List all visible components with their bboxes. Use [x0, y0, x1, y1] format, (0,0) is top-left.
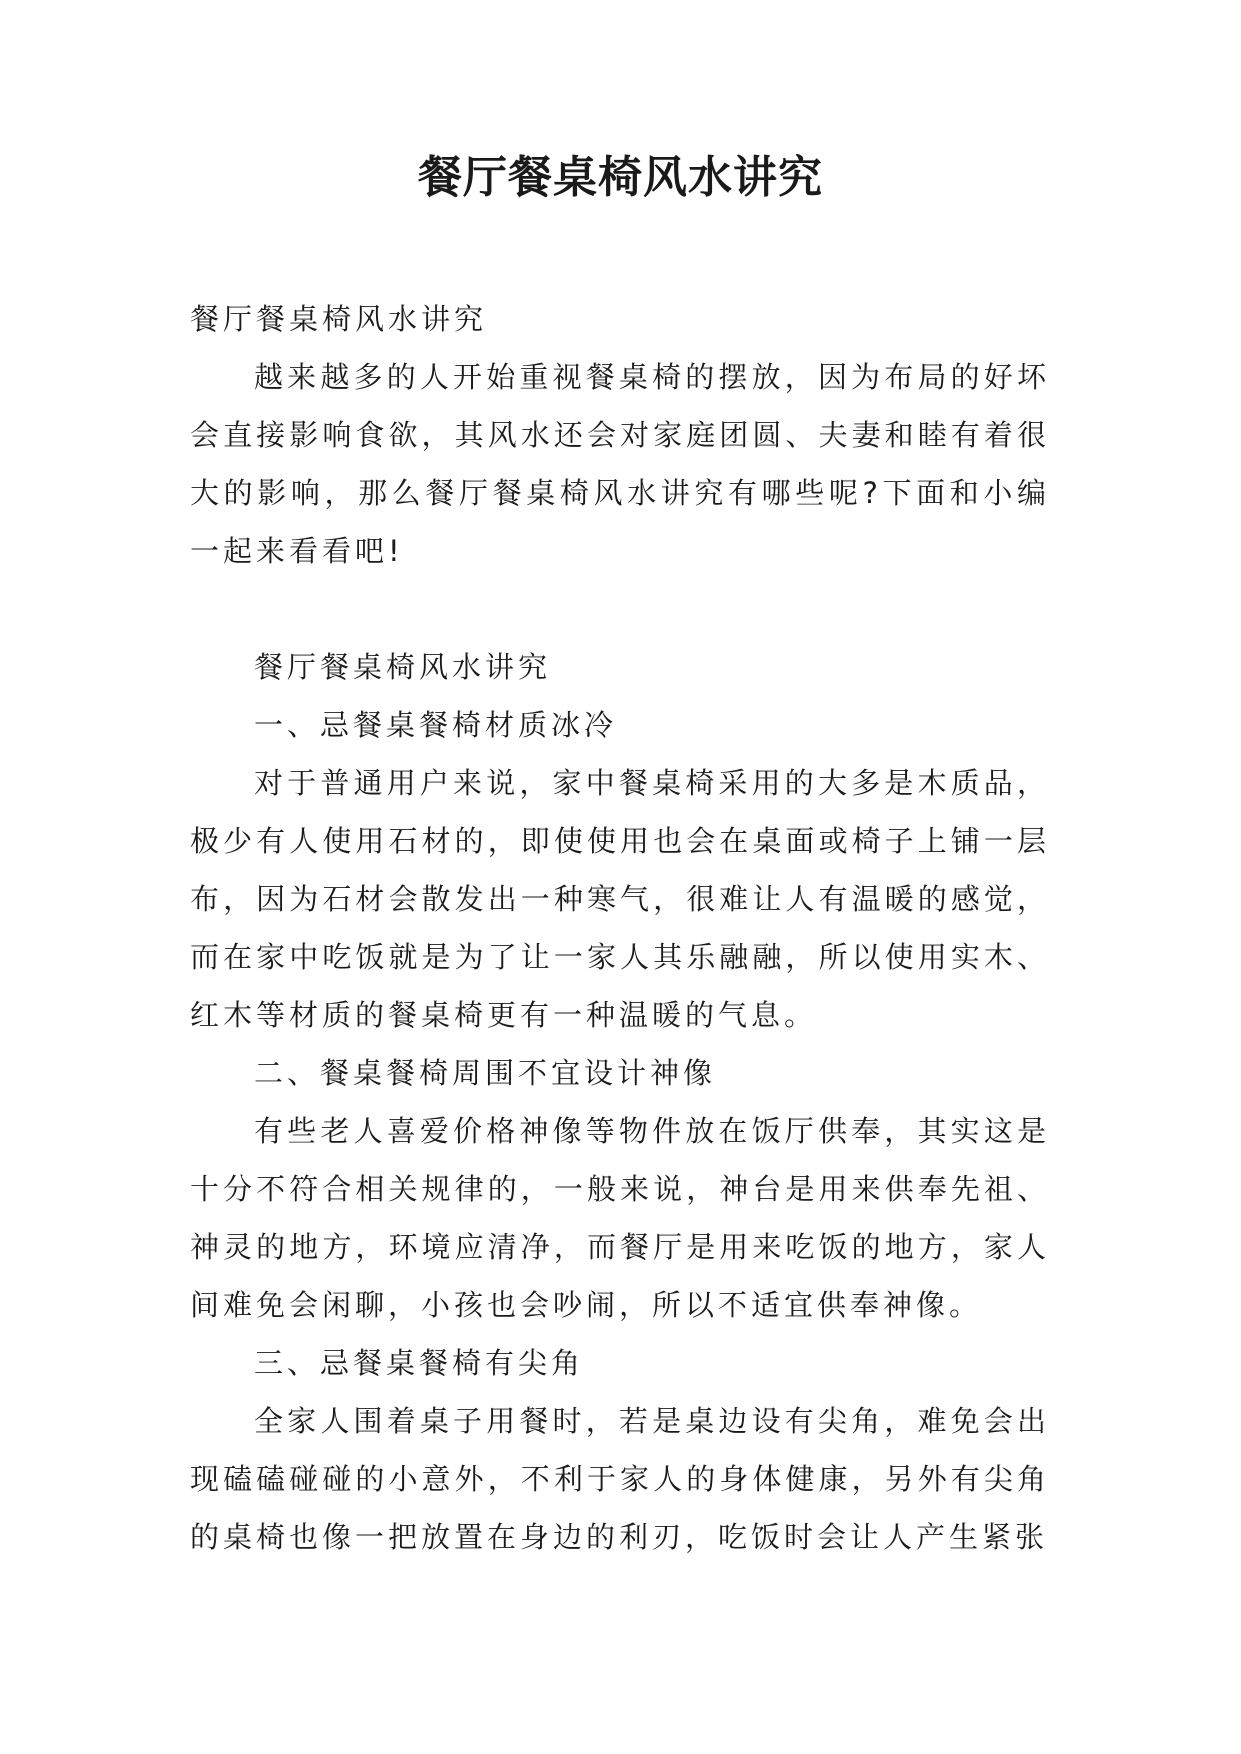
section-2-paragraph: 有些老人喜爱价格神像等物件放在饭厅供奉，其实这是十分不符合相关规律的，一般来说，神台是用来供奉先祖、神灵的地方，环境应清净，而餐厅是用来吃饭的地方，家人间难免会闲聊，小孩也会吵闹，所以不适宜供奉神像。	[190, 1114, 1050, 1322]
section-3-paragraph: 全家人围着桌子用餐时，若是桌边设有尖角，难免会出现磕磕碰碰的小意外，不利于家人的身体健康，另外有尖角的桌椅也像一把放置在身边的利刃，吃饭时会让人产生紧张	[190, 1404, 1050, 1554]
intro-paragraph: 越来越多的人开始重视餐桌椅的摆放，因为布局的好坏会直接影响食欲，其风水还会对家庭团圆、夫妻和睦有着很大的影响，那么餐厅餐桌椅风水讲究有哪些呢?下面和小编一起来看看吧!	[190, 360, 1050, 568]
section-3-heading: 三、忌餐桌餐椅有尖角	[254, 1346, 585, 1380]
document-title: 餐厅餐桌椅风水讲究	[418, 152, 823, 203]
section-1-heading: 一、忌餐桌餐椅材质冰冷	[254, 708, 618, 742]
document-body	[190, 290, 1050, 1566]
section-heading: 餐厅餐桌椅风水讲究	[254, 650, 552, 684]
paragraph-spacer	[190, 580, 1050, 638]
section-1-paragraph: 对于普通用户来说，家中餐桌椅采用的大多是木质品，极少有人使用石材的，即使使用也会在桌面或椅子上铺一层布，因为石材会散发出一种寒气，很难让人有温暖的感觉，而在家中吃饭就是为了让一家人其乐融融，所以使用实木、红木等材质的餐桌椅更有一种温暖的气息。	[190, 766, 1050, 1032]
section-2-heading: 二、餐桌餐椅周围不宜设计神像	[254, 1056, 717, 1090]
document-subtitle: 餐厅餐桌椅风水讲究	[190, 302, 488, 336]
